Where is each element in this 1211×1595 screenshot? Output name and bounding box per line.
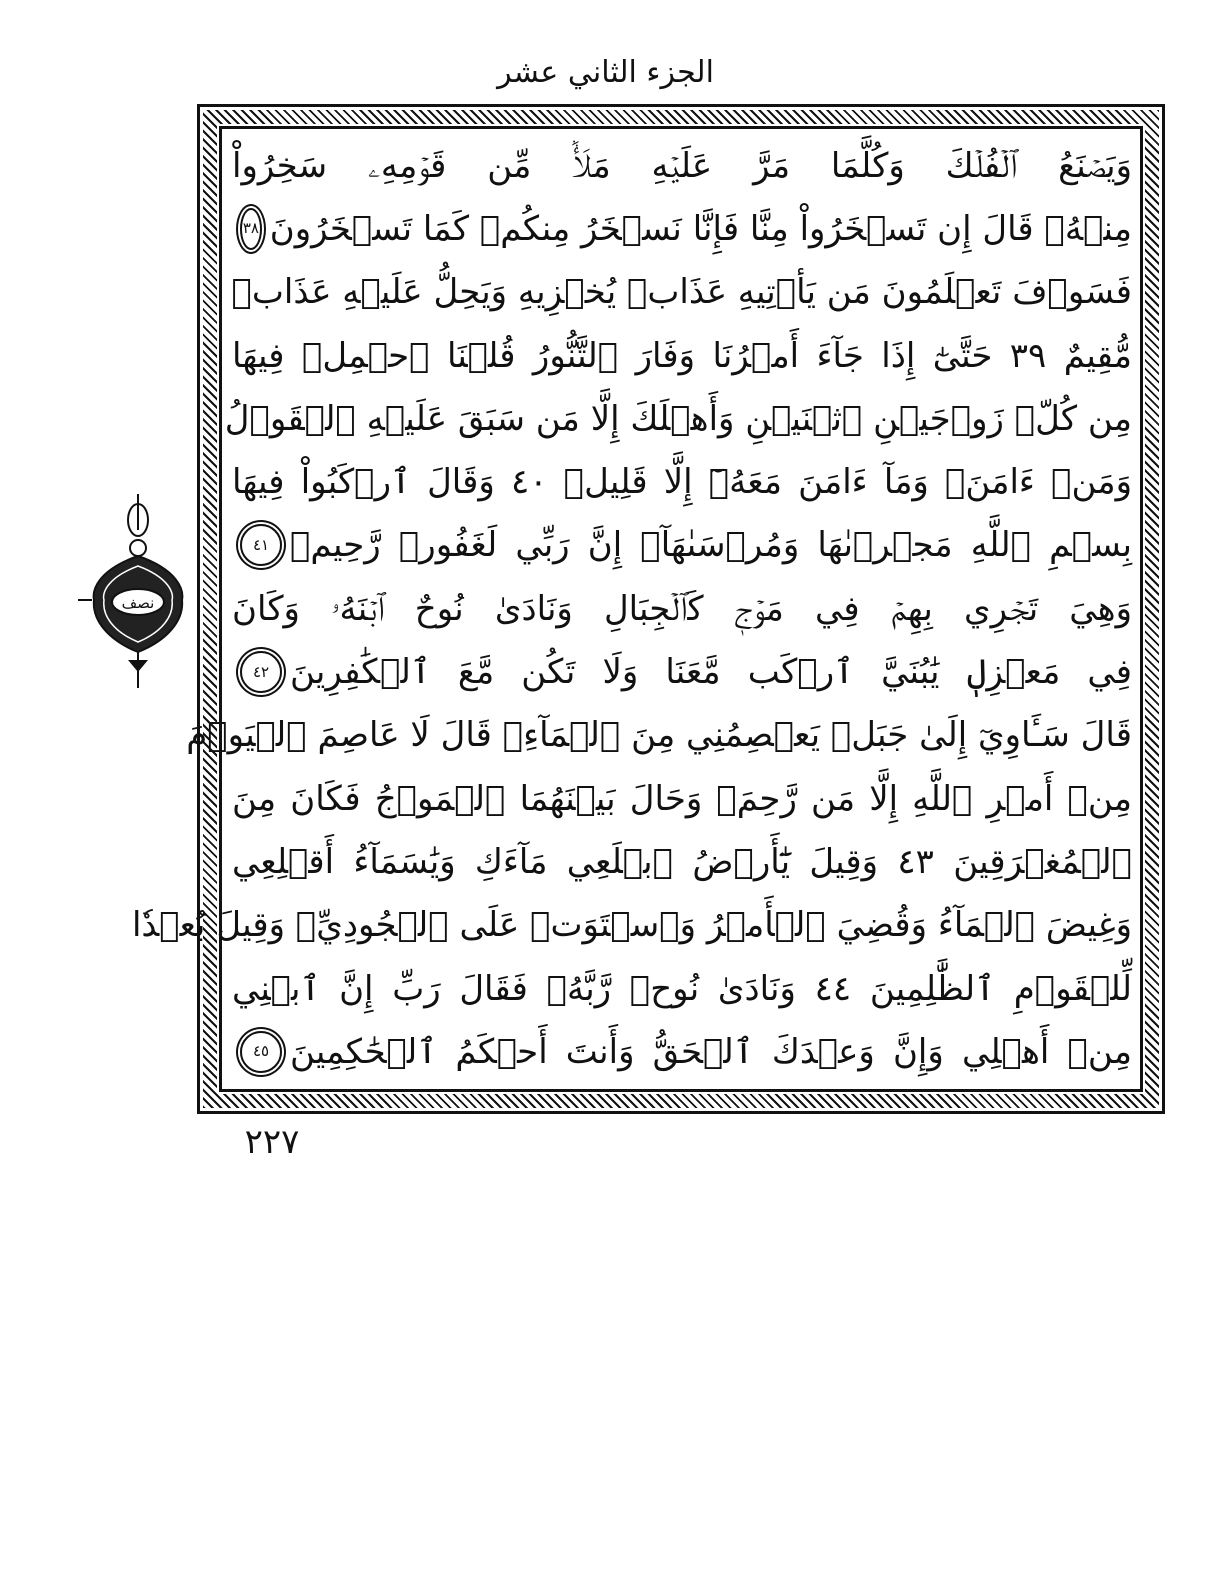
- text-line: قَالَ سَـَٔاوِيٓ إِلَىٰ جَبَلٖ يَعۡصِمُنِي مِنَ ٱلۡمَآءِۚ قَالَ لَا عَاصِمَ ٱلۡيَوۡمَ: [186, 715, 1132, 756]
- text-line: مِن كُلّٖ زَوۡجَيۡنِ ٱثۡنَيۡنِ وَأَهۡلَكَ إِلَّا مَن سَبَقَ عَلَيۡهِ ٱلۡقَوۡلُ: [224, 398, 1132, 439]
- text-line: فِي مَعۡزِلٖ يَٰبُنَيَّ ٱرۡكَب مَّعَنَا وَلَا تَكُن مَّعَ ٱلۡكَٰفِرِينَ ٤٢: [232, 640, 1132, 703]
- text-line: فَسَوۡفَ تَعۡلَمُونَ مَن يَأۡتِيهِ عَذَابٞ يُخۡزِيهِ وَيَحِلُّ عَلَيۡهِ عَذَابٞ: [231, 272, 1132, 313]
- text-line: وَمَنۡ ءَامَنَۚ وَمَآ ءَامَنَ مَعَهُۥٓ إِلَّا قَلِيلٞ ٤٠ وَقَالَ ٱرۡكَبُواْ فِيهَا: [232, 462, 1132, 503]
- juz-title: الجزء الثاني عشر: [497, 55, 714, 90]
- ayah-number-marker: ٣٨: [240, 208, 262, 250]
- text-line: لِّلۡقَوۡمِ ٱلظَّٰلِمِينَ ٤٤ وَنَادَىٰ نُوحٞ رَّبَّهُۥ فَقَالَ رَبِّ إِنَّ ٱبۡنِي: [232, 968, 1132, 1009]
- text-line: بِسۡمِ ٱللَّهِ مَجۡر۪ىٰهَا وَمُرۡسَىٰهَآۚ إِنَّ رَبِّي لَغَفُورٞ رَّحِيمٞ ٤١: [232, 514, 1132, 577]
- page-number: ٢٢٧: [244, 1122, 300, 1162]
- text-line: مِنۡ أَهۡلِي وَإِنَّ وَعۡدَكَ ٱلۡحَقُّ وَأَنتَ أَحۡكَمُ ٱلۡحَٰكِمِينَ ٤٥: [232, 1020, 1132, 1083]
- text-line: وَهِيَ تَجۡرِي بِهِمۡ فِي مَوۡجٖ كَٱلۡجِبَالِ وَنَادَىٰ نُوحٌ ٱبۡنَهُۥ وَكَانَ: [232, 588, 1132, 629]
- hizb-label: نصف: [121, 594, 155, 612]
- text-line: وَيَصۡنَعُ ٱلۡفُلۡكَ وَكُلَّمَا مَرَّ عَلَيۡهِ مَلَأٞ مِّن قَوۡمِهِۦ سَخِرُواْ: [232, 145, 1132, 186]
- text-line: ٱلۡمُغۡرَقِينَ ٤٣ وَقِيلَ يَٰٓأَرۡضُ ٱبۡلَعِي مَآءَكِ وَيَٰسَمَآءُ أَقۡلِعِي: [232, 841, 1132, 882]
- text-line: مُّقِيمٌ ٣٩ حَتَّىٰٓ إِذَا جَآءَ أَمۡرُنَا وَفَارَ ٱلتَّنُّورُ قُلۡنَا ٱحۡمِلۡ فِيهَا: [232, 335, 1132, 376]
- ayah-number-marker: ٤١: [240, 524, 282, 566]
- ayah-number-marker: ٤٢: [240, 651, 282, 693]
- text-line: وَغِيضَ ٱلۡمَآءُ وَقُضِيَ ٱلۡأَمۡرُ وَٱسۡتَوَتۡ عَلَى ٱلۡجُودِيِّۖ وَقِيلَ بُعۡدٗا: [131, 905, 1132, 946]
- ayah-number-marker: ٤٥: [240, 1031, 282, 1073]
- text-line: مِنۡهُۚ قَالَ إِن تَسۡخَرُواْ مِنَّا فَإِنَّا نَسۡخَرُ مِنكُمۡ كَمَا تَسۡخَرُونَ ٣٨: [232, 197, 1132, 260]
- hizb-ornament-icon: [78, 490, 198, 690]
- text-line: مِنۡ أَمۡرِ ٱللَّهِ إِلَّا مَن رَّحِمَۚ وَحَالَ بَيۡنَهُمَا ٱلۡمَوۡجُ فَكَانَ مِنَ: [232, 778, 1132, 819]
